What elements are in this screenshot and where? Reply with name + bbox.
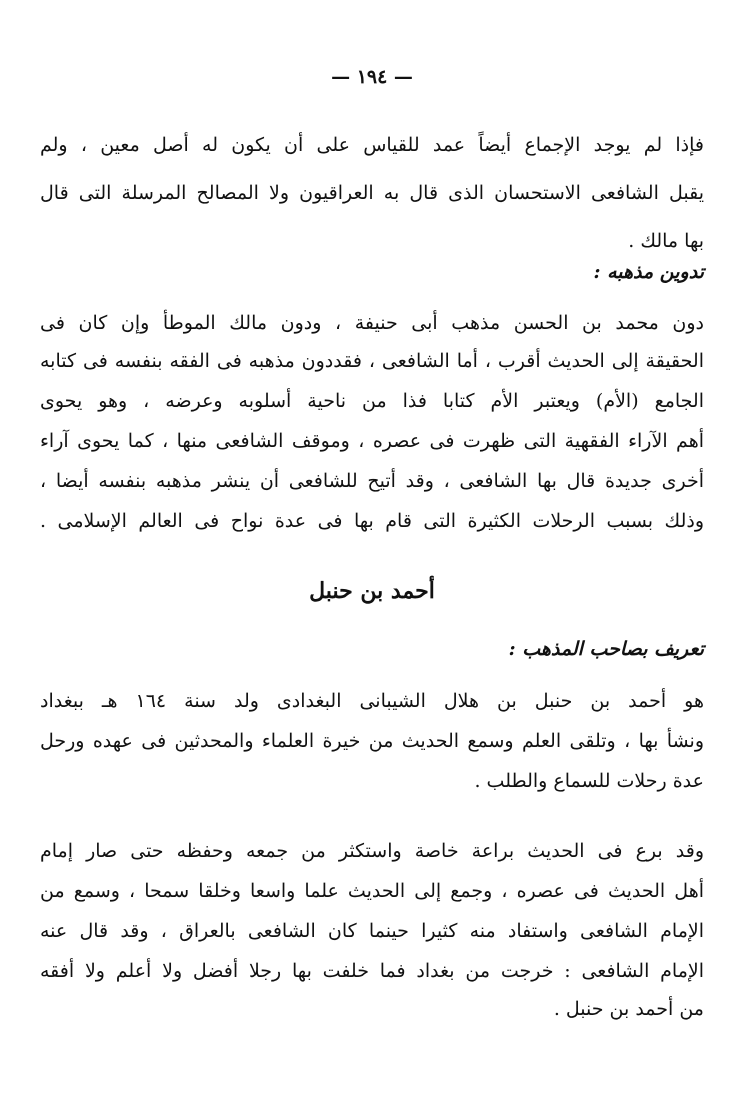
page-number: — ١٩٤ — [331,66,413,88]
text-line: الإمام الشافعى واستفاد منه كثيرا حينما كان الشافعى بالعراق ، وقد قال عنه [40,920,704,942]
text-line: الجامع (الأم) ويعتبر الأم كتابا فذا من ناحية أسلوبه وعرضه ، وهو يحوى [40,390,704,412]
text-line: فإذا لم يوجد الإجماع أيضاً عمد للقياس على أن يكون له أصل معين ، ولم [40,134,704,156]
section-heading: تعريف بصاحب المذهب : [508,638,704,660]
text-line: أهم الآراء الفقهية التى ظهرت فى عصره ، وموقف الشافعى منها ، كما يحوى آراء [40,430,704,452]
text-line: وذلك بسبب الرحلات الكثيرة التى قام بها فى عدة نواح فى العالم الإسلامى . [40,510,704,532]
text-line: من أحمد بن حنبل . [553,998,704,1020]
text-line: أهل الحديث فى عصره ، وجمع إلى الحديث علما واسعا وخلقا سمحا ، وسمع من [40,880,704,902]
section-heading: تدوين مذهبه : [593,261,704,283]
text-line: وقد برع فى الحديث براعة خاصة واستكثر من جمعه وحفظه حتى صار إمام [40,840,704,862]
text-line: هو أحمد بن حنبل بن هلال الشيبانى البغدادى ولد سنة ١٦٤ هـ ببغداد [40,690,704,712]
text-line: يقبل الشافعى الاستحسان الذى قال به العراقيون ولا المصالح المرسلة التى قال [40,182,704,204]
text-line: دون محمد بن الحسن مذهب أبى حنيفة ، ودون مالك الموطأ وإن كان فى [40,312,704,334]
text-line: عدة رحلات للسماع والطلب . [474,770,704,792]
chapter-title: أحمد بن حنبل [309,578,435,604]
text-line: الحقيقة إلى الحديث أقرب ، أما الشافعى ، فقددون مذهبه فى الفقه بنفسه فى كتابه [40,350,704,372]
text-line: ونشأ بها ، وتلقى العلم وسمع الحديث من خيرة العلماء والمحدثين فى عهده ورحل [40,730,704,752]
text-line: الإمام الشافعى : خرجت من بغداد فما خلفت بها رجلا أفضل ولا أعلم ولا أفقه [40,960,704,982]
text-line: أخرى جديدة قال بها الشافعى ، وقد أتيح للشافعى أن ينشر مذهبه بنفسه أيضا ، [40,470,704,492]
text-line: بها مالك . [628,230,704,252]
